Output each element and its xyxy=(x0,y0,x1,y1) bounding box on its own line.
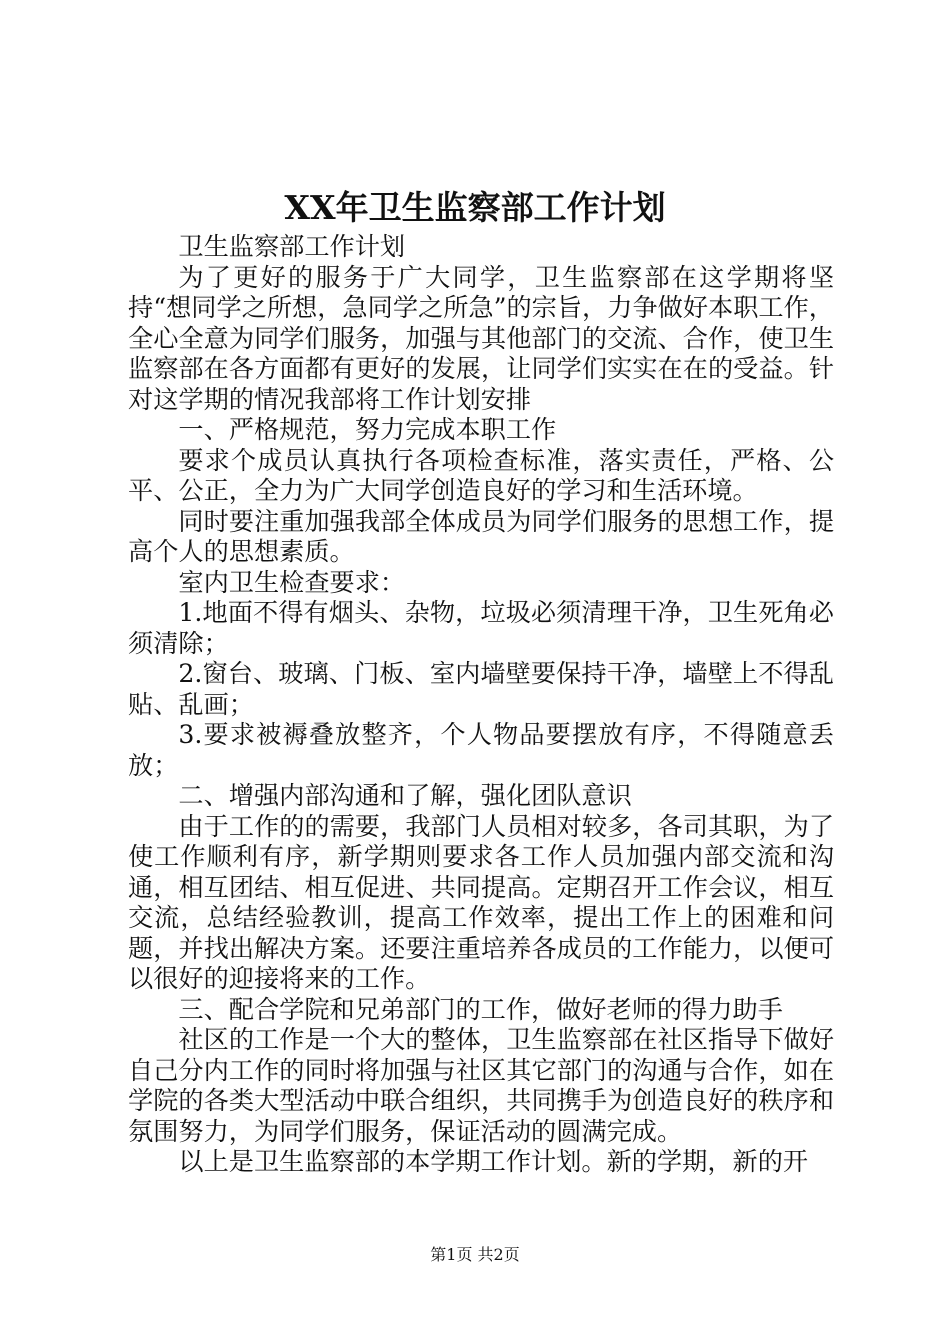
paragraph: 由于工作的的需要，我部门人员相对较多，各司其职，为了使工作顺利有序，新学期则要求各工作人员加强内部交流和沟通，相互团结、相互促进、共同提高。定期召开工作会议，相互交流，总结经验教训，提高工作效率，提出工作上的困难和问题，并找出解决方案。还要注重培养各成员的工作能力，以便可以很好的迎接将来的工作。 xyxy=(128,811,834,993)
section-heading-1: 一、严格规范，努力完成本职工作 xyxy=(178,415,557,444)
paragraph: 同时要注重加强我部全体成员为同学们服务的思想工作，提高个人的思想素质。 xyxy=(128,506,834,566)
section-heading-3: 三、配合学院和兄弟部门的工作，做好老师的得力助手 xyxy=(178,994,783,1024)
paragraph: 社区的工作是一个大的整体，卫生监察部在社区指导下做好自己分内工作的同时将加强与社区其它部门的沟通与合作，如在学院的各类大型活动中联合组织，共同携手为创造良好的秩序和氛围努力，为同学们服务，保证活动的圆满完成。 xyxy=(128,1025,834,1146)
list-heading: 室内卫生检查要求： xyxy=(178,567,406,597)
paragraph-closing: 以上是卫生监察部的本学期工作计划。新的学期，新的开 xyxy=(178,1147,809,1176)
section-heading-2: 二、增强内部沟通和了解，强化团队意识 xyxy=(178,781,632,810)
paragraph: 要求个成员认真执行各项检查标准，落实责任，严格、公平、公正，全力为广大同学创造良好的学习和生活环境。 xyxy=(128,445,834,505)
page-indicator: 第1页 共2页 xyxy=(430,1245,520,1264)
paragraph-intro: 为了更好的服务于广大同学，卫生监察部在这学期将坚持“想同学之所想，急同学之所急”的宗旨，力争做好本职工作，全心全意为同学们服务，加强与其他部门的交流、合作，使卫生监察部在各方面都有更好的发展，让同学们实实在在的受益。针对这学期的情况我部将工作计划安排 xyxy=(128,262,834,414)
list-item: 3.要求被褥叠放整齐，个人物品要摆放有序，不得随意丢放； xyxy=(128,720,834,780)
document-title: XX年卫生监察部工作计划 xyxy=(284,188,666,227)
list-item: 2.窗台、玻璃、门板、室内墙壁要保持干净，墙壁上不得乱贴、乱画； xyxy=(128,659,834,719)
paragraph-subtitle: 卫生监察部工作计划 xyxy=(178,232,406,261)
list-item: 1.地面不得有烟头、杂物，垃圾必须清理干净，卫生死角必须清除； xyxy=(128,598,834,658)
document-body xyxy=(128,232,834,1178)
